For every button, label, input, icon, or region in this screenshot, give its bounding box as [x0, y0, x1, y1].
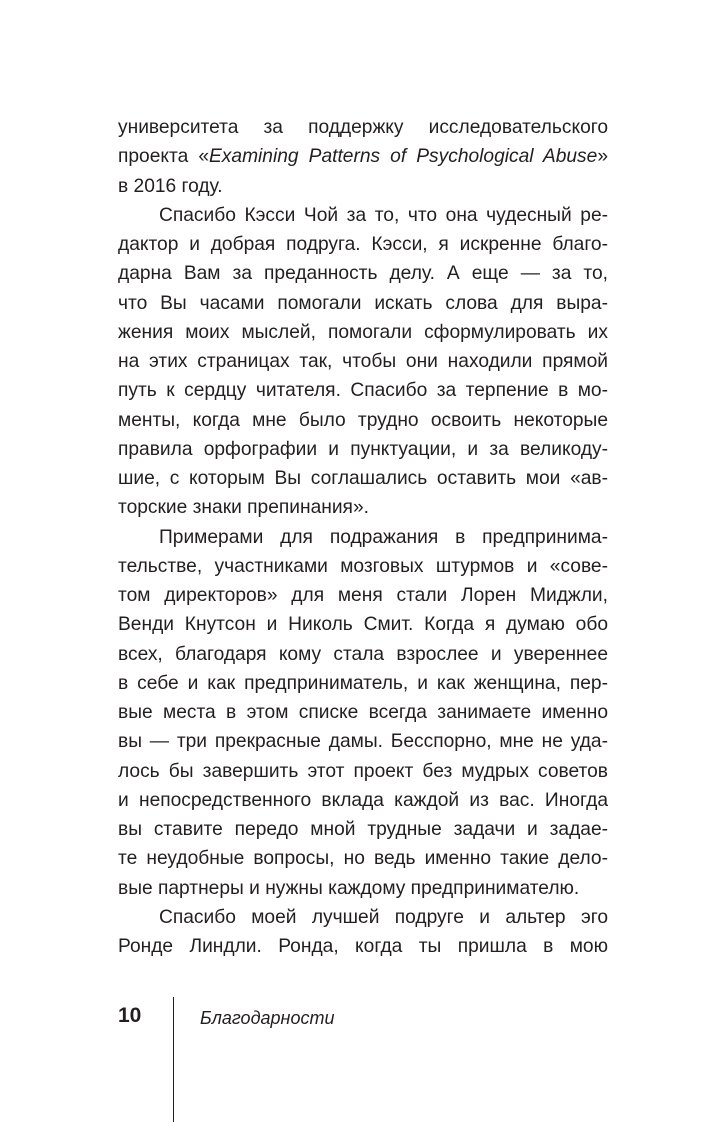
text-segment: жения моих мыслей, помогали сформулировать их — [118, 321, 608, 343]
text-segment: вы ставите передо мной трудные задачи и задае- — [118, 819, 608, 840]
text-line — [118, 406, 608, 435]
text-segment: в 2016 году. — [118, 175, 223, 197]
text-segment: правила орфографии и пунктуации, и за великоду- — [118, 438, 608, 460]
text-segment: вые партнеры и нужны каждому предпринимателю. — [118, 877, 580, 899]
running-head: Благодарности — [200, 1008, 335, 1028]
text-line — [118, 464, 608, 493]
page-number: 10 — [118, 1004, 142, 1027]
text-line — [118, 493, 608, 522]
text-line — [118, 932, 608, 961]
text-line — [118, 640, 608, 669]
text-line — [118, 610, 608, 639]
text-line — [118, 259, 608, 288]
text-segment: Примерами для подражания в предпринима- — [159, 526, 608, 548]
text-segment: Спасибо моей лучшей подруге и альтер эго — [159, 906, 608, 928]
text-line — [118, 376, 608, 405]
text-line — [118, 815, 608, 844]
text-segment: путь к сердцу читателя. Спасибо за терпение в мо- — [118, 380, 608, 402]
italic-title: Examining Patterns of Psychological Abuse — [209, 146, 598, 168]
text-segment: всех, благодаря кому стала взрослее и увереннее — [118, 643, 608, 665]
text-line — [118, 727, 608, 756]
text-segment: проекта « — [118, 146, 209, 168]
text-line — [118, 669, 608, 698]
text-line — [118, 844, 608, 873]
text-segment: те неудобные вопросы, но ведь именно такие дело- — [118, 848, 608, 870]
text-segment: менты, когда мне было трудно освоить некоторые — [118, 409, 608, 431]
text-segment: тельстве, участниками мозговых штурмов и «сове- — [118, 555, 608, 577]
text-line — [118, 581, 608, 610]
text-line — [118, 230, 608, 259]
text-line — [118, 552, 608, 581]
text-segment: что Вы часами помогали искать слова для выра- — [118, 292, 608, 314]
text-segment: университета за поддержку исследовательского — [118, 117, 608, 138]
text-line — [118, 903, 608, 932]
text-line — [118, 113, 608, 142]
text-line — [118, 523, 608, 552]
text-segment: вы — три прекрасные дамы. Бесспорно, мне не уда- — [118, 731, 608, 753]
text-line — [118, 289, 608, 318]
text-line — [118, 874, 608, 903]
body-text — [118, 113, 608, 961]
text-segment: лось бы завершить этот проект без мудрых советов — [118, 760, 608, 782]
text-line — [118, 142, 608, 171]
text-line — [118, 318, 608, 347]
text-line — [118, 201, 608, 230]
text-line — [118, 757, 608, 786]
text-line — [118, 347, 608, 376]
text-segment: вые места в этом списке всегда занимаете именно — [118, 702, 608, 723]
text-segment: дарна Вам за преданность делу. А еще — за то, — [118, 263, 608, 285]
text-line — [118, 786, 608, 815]
text-segment: и непосредственного вклада каждой из вас. Иногда — [118, 789, 608, 811]
text-segment: на этих страницах так, чтобы они находили прямой — [118, 351, 608, 372]
text-segment: дактор и добрая подруга. Кэсси, я искренне благо- — [118, 234, 608, 255]
text-line — [118, 698, 608, 727]
text-line — [118, 172, 608, 201]
footer-divider — [173, 997, 174, 1122]
text-segment: том директоров» для меня стали Лорен Миджли, — [118, 585, 608, 606]
text-segment: шие, с которым Вы соглашались оставить мои «ав- — [118, 468, 608, 489]
text-segment: в себе и как предприниматель, и как женщина, пер- — [118, 672, 608, 694]
text-segment: » — [597, 146, 608, 168]
text-segment: Ронде Линдли. Ронда, когда ты пришла в мою — [118, 936, 608, 957]
text-segment: Венди Кнутсон и Николь Смит. Когда я думаю обо — [118, 614, 608, 636]
text-segment: Спасибо Кэсси Чой за то, что она чудесный ре- — [159, 204, 608, 226]
text-segment: торские знаки препинания». — [118, 497, 369, 519]
text-line — [118, 435, 608, 464]
